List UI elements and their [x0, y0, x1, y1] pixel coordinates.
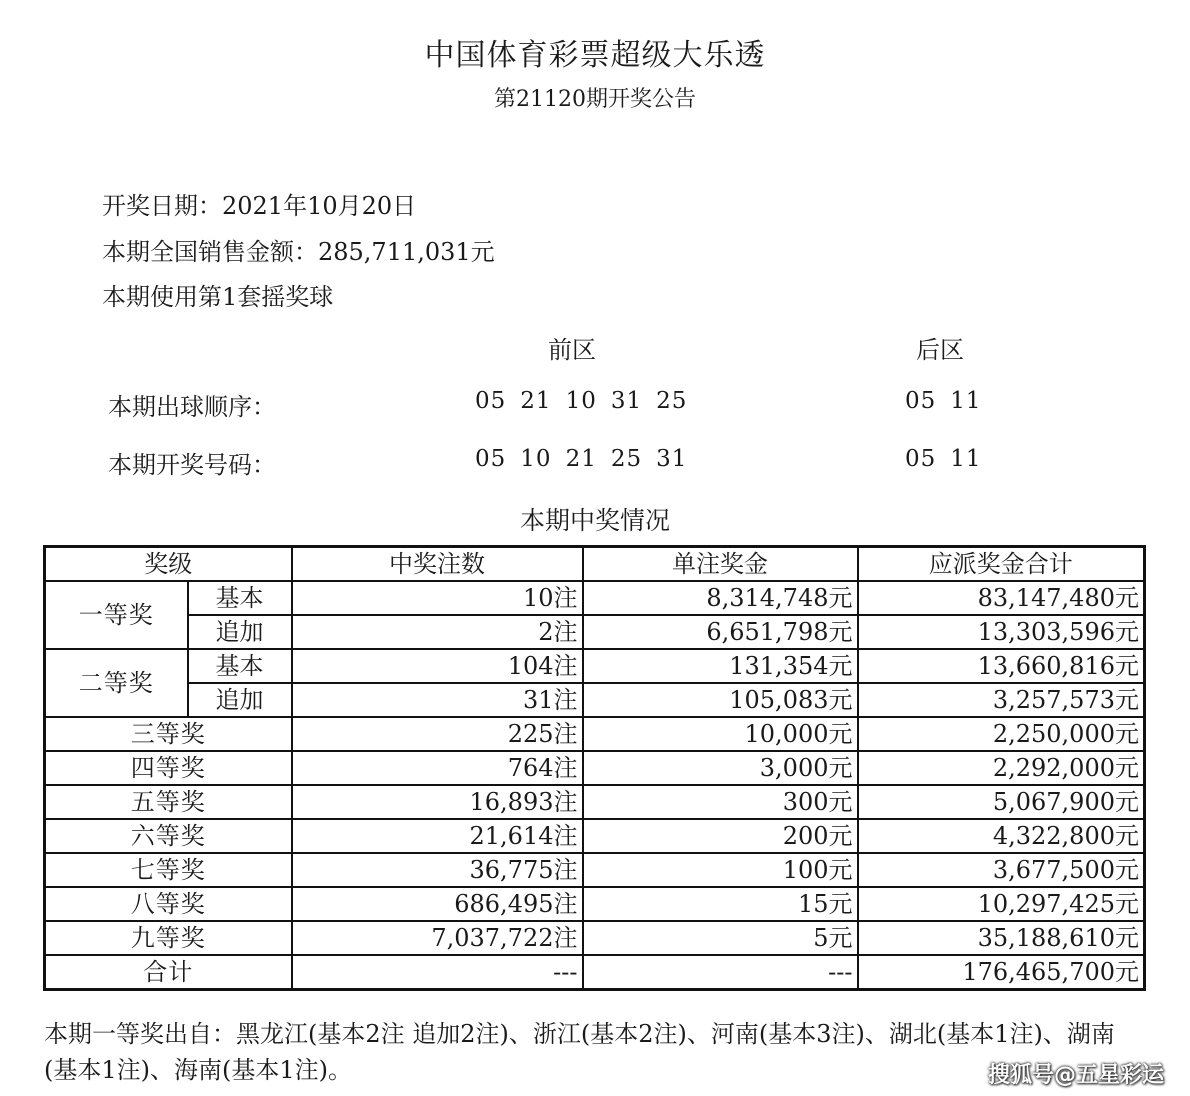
- prize-total: 4,322,800元: [858, 819, 1145, 853]
- prize-count: 36,775注: [292, 853, 583, 887]
- prize-count: 10注: [292, 581, 583, 615]
- prize-count: 31注: [292, 683, 583, 717]
- number: 10: [520, 446, 552, 472]
- prize-amount: 300元: [583, 785, 858, 819]
- prize-level: 六等奖: [45, 819, 292, 853]
- prize-count: 21,614注: [292, 819, 583, 853]
- prize-level: 二等奖: [45, 649, 188, 717]
- prize-count: 16,893注: [292, 785, 583, 819]
- prize-table: [43, 545, 1146, 991]
- prize-type: 追加: [188, 615, 292, 649]
- page-title: 中国体育彩票超级大乐透: [424, 38, 766, 73]
- table-row: [45, 921, 1145, 955]
- prize-count: 686,495注: [292, 887, 583, 921]
- draw-order-label: 本期出球顺序：: [108, 393, 276, 421]
- table-row: [45, 853, 1145, 887]
- sum-amount: ---: [583, 955, 858, 990]
- section-title: 本期中奖情况: [519, 506, 670, 535]
- draw-order-back: [905, 388, 996, 414]
- prize-type: 基本: [188, 581, 292, 615]
- table-row: [45, 717, 1145, 751]
- prize-count: 225注: [292, 717, 583, 751]
- table-row: [45, 785, 1145, 819]
- prize-total: 13,660,816元: [858, 649, 1145, 683]
- prize-amount: 3,000元: [583, 751, 858, 785]
- prize-total: 35,188,610元: [858, 921, 1145, 955]
- number: 11: [950, 446, 982, 472]
- winning-numbers-label: 本期开奖号码：: [108, 451, 276, 479]
- prize-level: 一等奖: [45, 581, 188, 649]
- sum-count: ---: [292, 955, 583, 990]
- prize-total: 5,067,900元: [858, 785, 1145, 819]
- header-amount: 单注奖金: [583, 547, 858, 582]
- number: 31: [610, 388, 643, 414]
- prize-total: 3,257,573元: [858, 683, 1145, 717]
- table-row: [45, 615, 1145, 649]
- sum-total: 176,465,700元: [858, 955, 1145, 990]
- table-row: [45, 649, 1145, 683]
- number: 21: [565, 446, 597, 472]
- number: 31: [656, 446, 688, 472]
- prize-amount: 105,083元: [583, 683, 858, 717]
- sum-label: 合计: [45, 955, 292, 990]
- prize-type: 追加: [188, 683, 292, 717]
- header-total: 应派奖金合计: [858, 547, 1145, 582]
- prize-level: 七等奖: [45, 853, 292, 887]
- prize-count: 104注: [292, 649, 583, 683]
- number: 21: [520, 388, 552, 414]
- table-row: [45, 819, 1145, 853]
- back-zone-label: 后区: [916, 336, 964, 364]
- prize-amount: 200元: [583, 819, 858, 853]
- prize-amount: 10,000元: [583, 717, 858, 751]
- front-zone-label: 前区: [548, 336, 596, 364]
- prize-level: 四等奖: [45, 751, 292, 785]
- prize-total: 83,147,480元: [858, 581, 1145, 615]
- prize-amount: 131,354元: [583, 649, 858, 683]
- number: 05: [905, 446, 937, 472]
- prize-total: 2,250,000元: [858, 717, 1145, 751]
- number: 25: [610, 446, 643, 472]
- table-row: [45, 683, 1145, 717]
- prize-level: 九等奖: [45, 921, 292, 955]
- prize-count: 7,037,722注: [292, 921, 583, 955]
- table-sum-row: [45, 955, 1145, 990]
- prize-amount: 15元: [583, 887, 858, 921]
- table-row: [45, 887, 1145, 921]
- draw-date: 开奖日期：2021年10月20日: [102, 192, 417, 220]
- prize-level: 八等奖: [45, 887, 292, 921]
- prize-total: 2,292,000元: [858, 751, 1145, 785]
- winning-numbers-front: [475, 446, 701, 472]
- prize-amount: 8,314,748元: [583, 581, 858, 615]
- header-level: 奖级: [45, 547, 292, 582]
- table-row: [45, 751, 1145, 785]
- watermark: 搜狐号@五星彩运: [987, 1063, 1164, 1088]
- prize-amount: 6,651,798元: [583, 615, 858, 649]
- number: 10: [565, 388, 597, 414]
- prize-total: 13,303,596元: [858, 615, 1145, 649]
- prize-level: 五等奖: [45, 785, 292, 819]
- prize-amount: 100元: [583, 853, 858, 887]
- winning-numbers-back: [905, 446, 996, 472]
- issue-subtitle: 第21120期开奖公告: [494, 87, 696, 112]
- table-header-row: [45, 547, 1145, 582]
- prize-count: 764注: [292, 751, 583, 785]
- prize-type: 基本: [188, 649, 292, 683]
- prize-amount: 5元: [583, 921, 858, 955]
- prize-total: 10,297,425元: [858, 887, 1145, 921]
- prize-count: 2注: [292, 615, 583, 649]
- number: 25: [656, 388, 688, 414]
- sales-amount: 本期全国销售金额：285,711,031元: [102, 238, 495, 266]
- number: 05: [475, 388, 507, 414]
- first-prize-origins: 本期一等奖出自：黑龙江(基本2注 追加2注)、浙江(基本2注)、河南(基本3注)、湖北(基本1注)、湖南(基本1注)、海南(基本1注)。: [44, 1020, 1115, 1084]
- ball-set-note: 本期使用第1套摇奖球: [102, 283, 334, 311]
- number: 05: [475, 446, 507, 472]
- table-row: [45, 581, 1145, 615]
- prize-total: 3,677,500元: [858, 853, 1145, 887]
- number: 11: [950, 388, 982, 414]
- draw-order-front: [475, 388, 701, 414]
- header-count: 中奖注数: [292, 547, 583, 582]
- prize-level: 三等奖: [45, 717, 292, 751]
- number: 05: [905, 388, 937, 414]
